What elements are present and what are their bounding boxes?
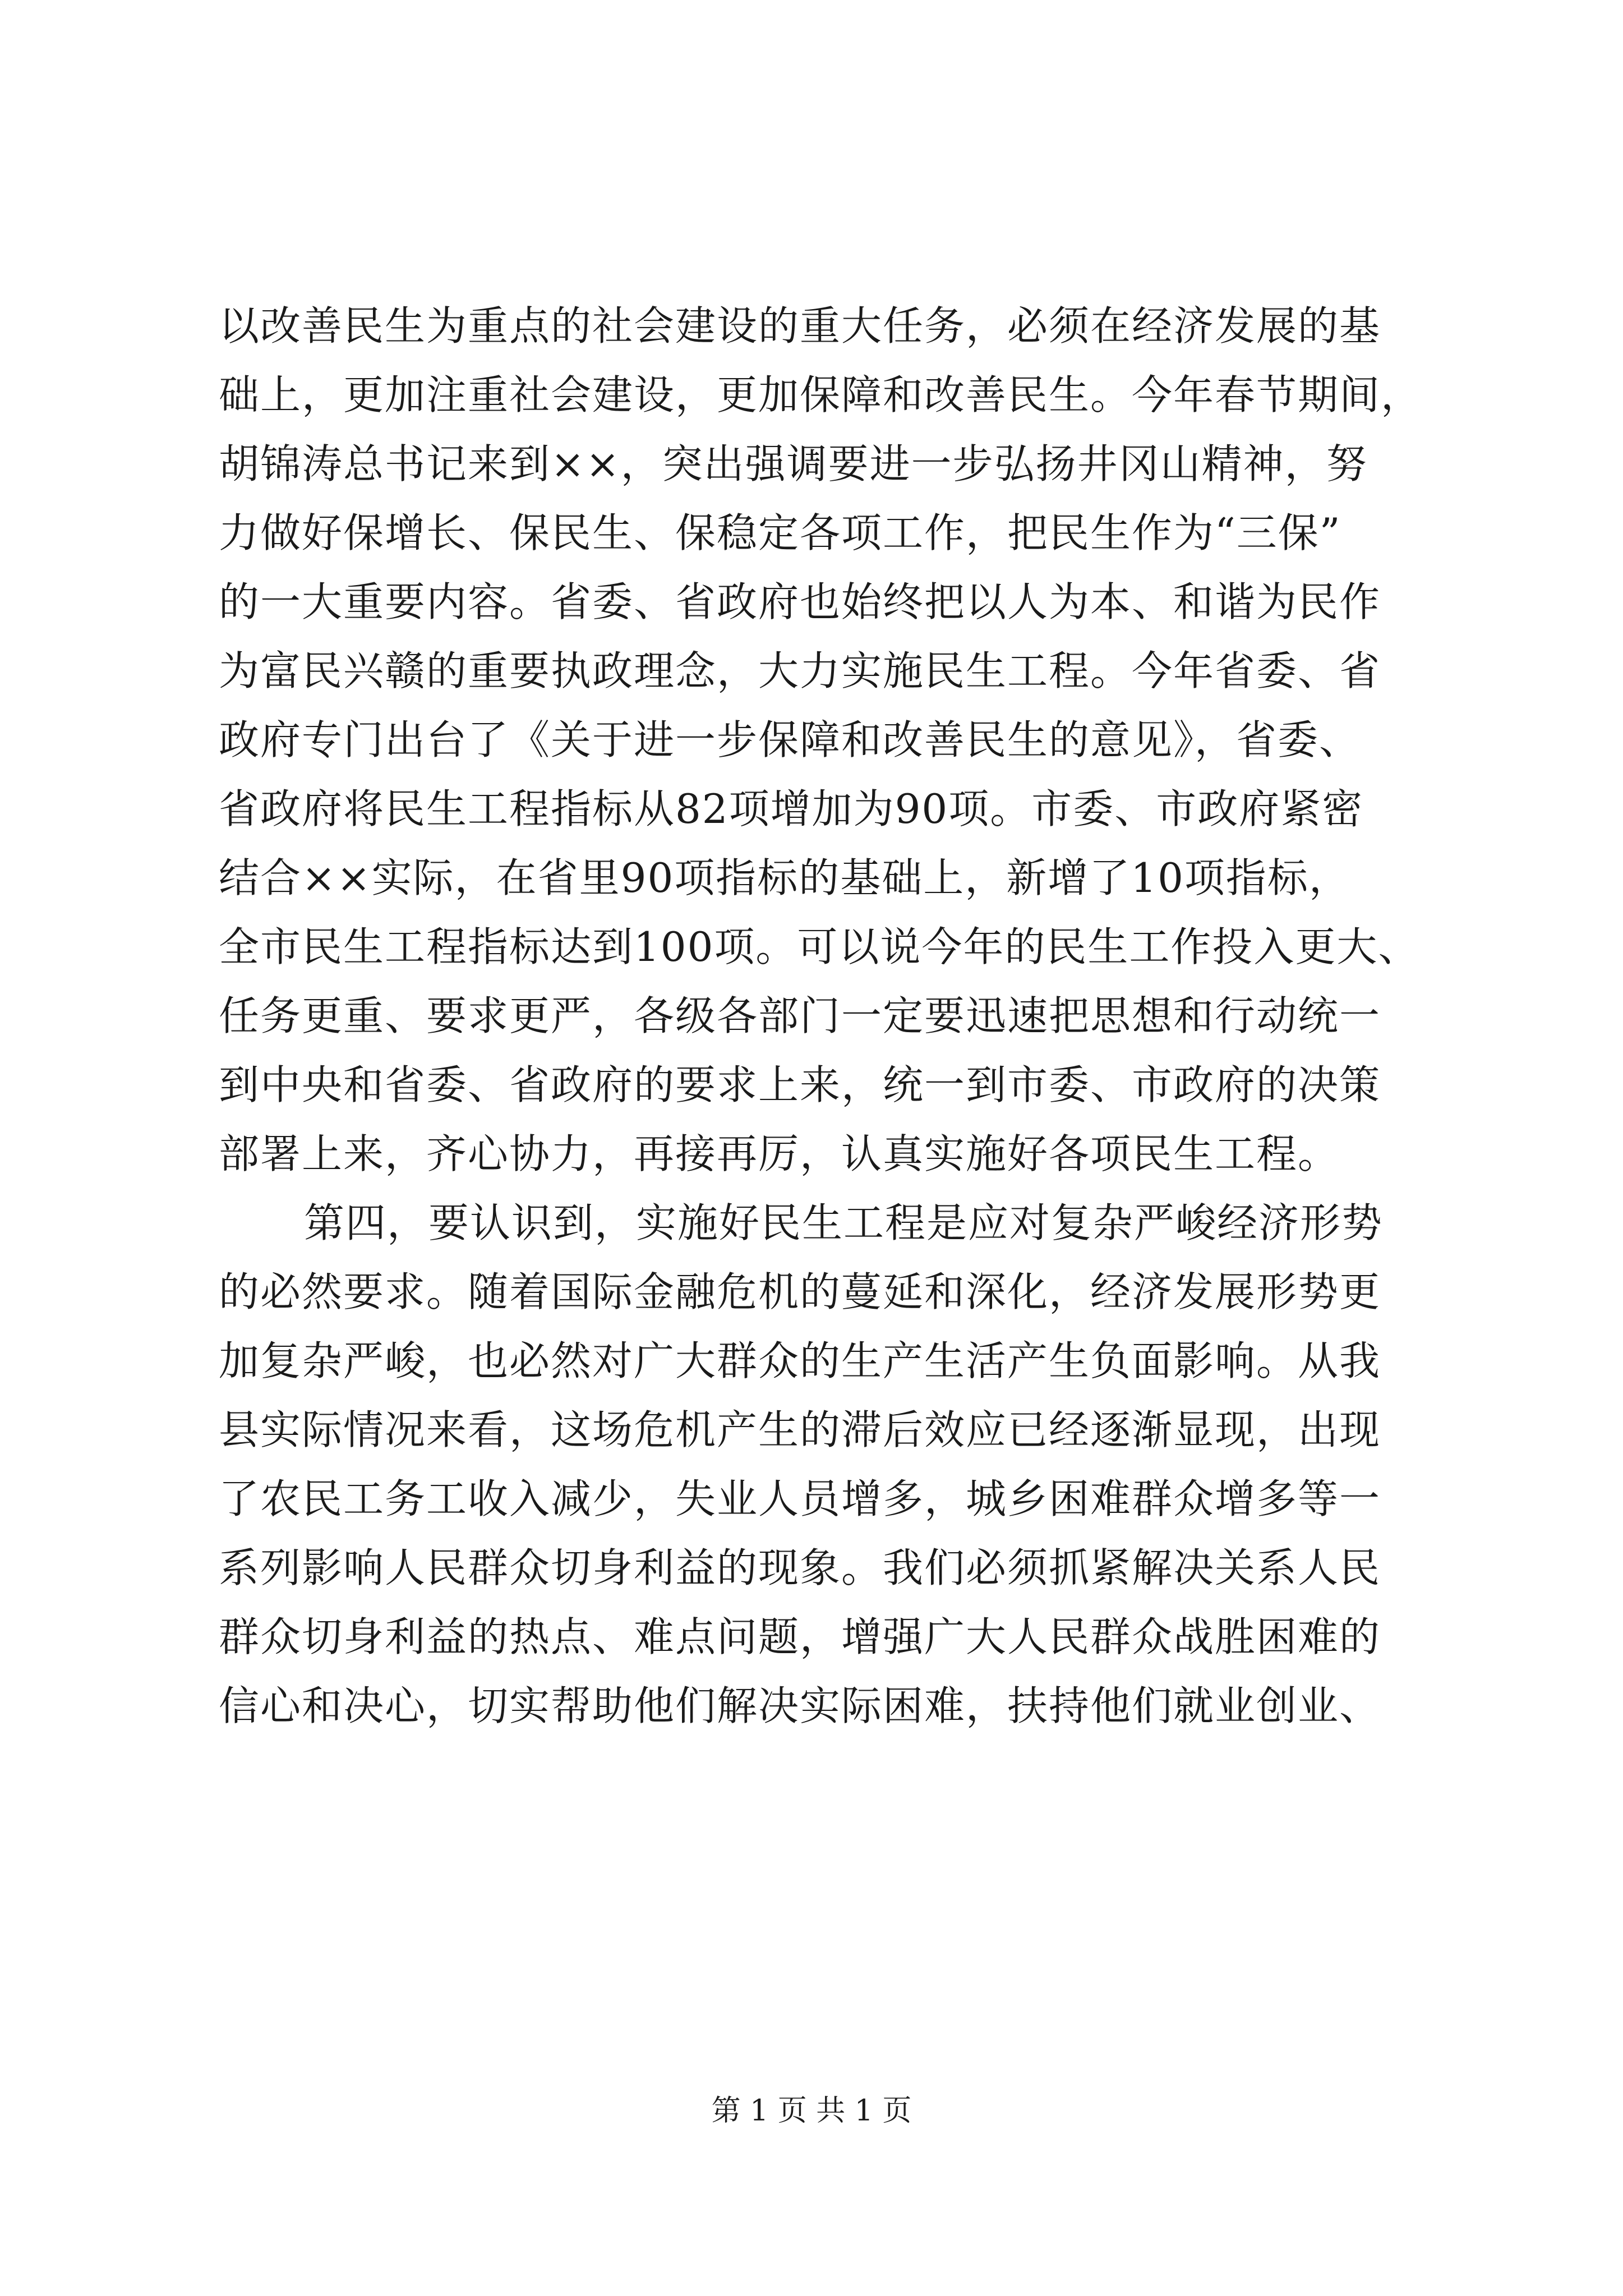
text-line: 为富民兴赣的重要执政理念，大力实施民生工程。今年省委、省 <box>219 647 1381 694</box>
text-line: 结合××实际，在省里90项指标的基础上，新增了10项指标， <box>219 854 1350 901</box>
text-line: 省政府将民生工程指标从82项增加为90项。市委、市政府紧密 <box>219 785 1364 832</box>
text-line: 任务更重、要求更严，各级各部门一定要迅速把思想和行动统一 <box>219 992 1381 1039</box>
text-line: 系列影响人民群众切身利益的现象。我们必须抓紧解决关系人民 <box>219 1544 1381 1591</box>
text-line: 群众切身利益的热点、难点问题，增强广大人民群众战胜困难的 <box>219 1613 1381 1660</box>
text-line: 政府专门出台了《关于进一步保障和改善民生的意见》，省委、 <box>219 716 1361 763</box>
text-line: 胡锦涛总书记来到××，突出强调要进一步弘扬井冈山精神，努 <box>219 440 1368 487</box>
text-line: 的必然要求。随着国际金融危机的蔓延和深化，经济发展形势更 <box>219 1268 1381 1315</box>
text-line: 以改善民生为重点的社会建设的重大任务，必须在经济发展的基 <box>219 302 1381 349</box>
text-line: 力做好保增长、保民生、保稳定各项工作，把民生作为“三保” <box>219 509 1341 556</box>
text-line: 的一大重要内容。省委、省政府也始终把以人为本、和谐为民作 <box>219 578 1381 625</box>
text-line: 信心和决心，切实帮助他们解决实际困难，扶持他们就业创业、 <box>219 1682 1381 1729</box>
text-line: 部署上来，齐心协力，再接再厉，认真实施好各项民生工程。 <box>219 1130 1340 1177</box>
text-line: 加复杂严峻，也必然对广大群众的生产生活产生负面影响。从我 <box>219 1337 1381 1384</box>
text-line: 到中央和省委、省政府的要求上来，统一到市委、市政府的决策 <box>219 1061 1381 1108</box>
text-line: 了农民工务工收入减少，失业人员增多，城乡困难群众增多等一 <box>219 1475 1381 1522</box>
document-body <box>219 292 1423 1741</box>
paragraph-start-line: 第四，要认识到，实施好民生工程是应对复杂严峻经济形势 <box>304 1199 1384 1246</box>
text-line: 础上，更加注重社会建设，更加保障和改善民生。今年春节期间， <box>219 371 1423 418</box>
page-footer: 第 1 页 共 1 页 <box>711 2094 912 2128</box>
text-line: 县实际情况来看，这场危机产生的滞后效应已经逐渐显现，出现 <box>219 1406 1381 1453</box>
text-line: 全市民生工程指标达到100项。可以说今年的民生工作投入更大、 <box>219 923 1420 970</box>
